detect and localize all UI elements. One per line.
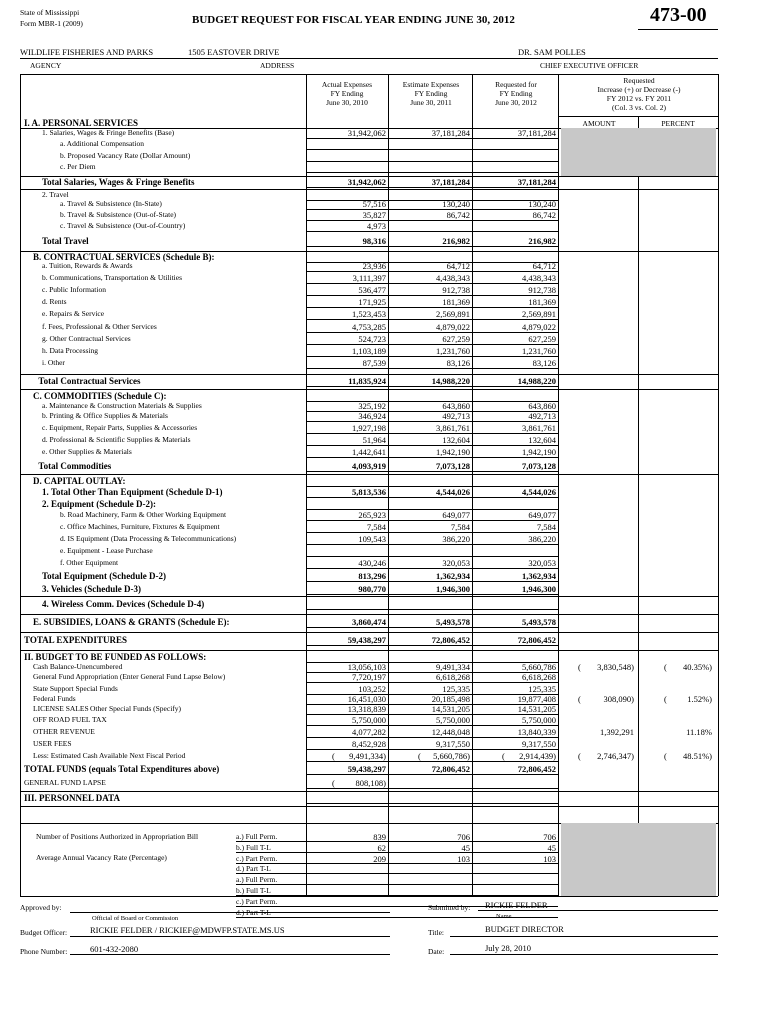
open-paren: ( [418, 751, 421, 761]
cell-a: 109,543 [358, 534, 386, 544]
row-label: g. Other Contractual Services [42, 334, 131, 343]
cell-a: 1,523,453 [352, 309, 386, 319]
cell-e: 492,713 [442, 411, 470, 421]
row-label: Total Equipment (Schedule D-2) [42, 571, 166, 581]
cell-r: 216,982 [528, 236, 556, 246]
row-label: Total Commodities [38, 461, 112, 471]
row-label: d. Rents [42, 297, 67, 306]
cell-a: 808,108) [355, 778, 386, 788]
agency-name: WILDLIFE FISHERIES AND PARKS [20, 47, 154, 57]
budget-officer-label: Budget Officer: [20, 928, 68, 937]
cell-e: 64,712 [446, 261, 470, 271]
row-label: General Fund Appropriation (Enter General Fund Lapse Below) [33, 672, 226, 681]
cell-pct: 1.52%) [687, 694, 712, 704]
personnel-cell-e: 103 [457, 853, 470, 864]
cell-r: 1,231,760 [522, 346, 556, 356]
row-label: C. COMMODITIES (Schedule C): [33, 391, 167, 401]
page-title: BUDGET REQUEST FOR FISCAL YEAR ENDING JUNE 30, 2012 [192, 14, 515, 26]
cell-r: 492,713 [528, 411, 556, 421]
cell-e: 1,946,300 [436, 584, 470, 594]
personnel-cell-e: 706 [457, 832, 470, 842]
row-label: b. Communications, Transportation & Utilities [42, 273, 183, 282]
cell-e: 9,491,334 [436, 662, 470, 672]
shaded-area-personnel [561, 823, 716, 896]
personnel-cell-e: 45 [461, 842, 470, 853]
cell-r: 643,860 [528, 401, 556, 411]
address-label: ADDRESS [260, 61, 295, 70]
cell-e: 20,185,498 [431, 694, 470, 704]
cell-e: 72,806,452 [431, 635, 470, 645]
cell-e: 6,618,268 [436, 672, 470, 682]
cell-a: 4,753,285 [352, 322, 386, 332]
cell-a: 813,296 [358, 571, 386, 581]
official-label: Official of Board or Commission [92, 915, 179, 922]
row-label: c. Per Diem [60, 162, 96, 171]
row-label: Federal Funds [33, 694, 76, 703]
cell-e: 4,544,026 [436, 487, 470, 497]
cell-a: 3,111,397 [352, 273, 386, 283]
cell-a: 7,720,197 [352, 672, 386, 682]
row-label: 4. Wireless Comm. Devices (Schedule D-4) [42, 599, 205, 609]
cell-a: 5,750,000 [352, 715, 386, 725]
row-label: e. Equipment - Lease Purchase [60, 546, 153, 555]
cell-r: 19,877,408 [517, 694, 556, 704]
open-paren: ( [664, 751, 667, 761]
row-label: c. Public Information [42, 285, 106, 294]
shaded-area [561, 128, 716, 176]
title-label: Title: [428, 928, 444, 937]
cell-e: 627,259 [442, 334, 470, 344]
phone-label: Phone Number: [20, 947, 68, 956]
row-label: e. Other Supplies & Materials [42, 447, 132, 456]
row-label: 1. Total Other Than Equipment (Schedule D-1) [42, 487, 223, 497]
cell-a: 4,973 [366, 221, 386, 231]
row-label: GENERAL FUND LAPSE [24, 778, 106, 787]
cell-r: 1,362,934 [522, 571, 556, 581]
cell-a: 9,491,334) [349, 751, 386, 761]
cell-r: 7,584 [536, 522, 556, 532]
col-percent-header: PERCENT [661, 119, 695, 128]
cell-e: 5,493,578 [436, 617, 470, 627]
cell-r: 37,181,284 [517, 128, 556, 138]
cell-a: 13,318,839 [347, 704, 386, 714]
cell-e: 2,569,891 [436, 309, 470, 319]
cell-r: 4,544,026 [522, 487, 556, 497]
row-label: I. A. PERSONAL SERVICES [24, 118, 138, 128]
cell-e: 1,231,760 [436, 346, 470, 356]
ceo-name: DR. SAM POLLES [518, 47, 586, 57]
cell-a: 980,770 [358, 584, 386, 594]
cell-e: 320,053 [442, 558, 470, 568]
cell-a: 265,923 [358, 510, 386, 520]
open-paren: ( [664, 662, 667, 672]
row-label: b. Road Machinery, Farm & Other Working Equipment [60, 510, 227, 519]
cell-a: 31,942,062 [347, 177, 386, 187]
cell-a: 4,077,282 [352, 727, 386, 737]
cell-e: 83,126 [446, 358, 470, 368]
row-label: c. Travel & Subsistence (Out-of-Country) [60, 221, 186, 230]
row-label: 1. Salaries, Wages & Fringe Benefits (Base) [42, 128, 175, 137]
row-label: TOTAL FUNDS (equals Total Expenditures above) [24, 764, 220, 774]
row-label: e. Repairs & Service [42, 309, 105, 318]
row-label: c. Equipment, Repair Parts, Supplies & Accessories [42, 423, 198, 432]
row-label: Cash Balance-Unencumbered [33, 662, 123, 671]
cell-r: 912,738 [528, 285, 556, 295]
row-label: LICENSE SALES [33, 704, 89, 713]
cell-e: 1,942,190 [436, 447, 470, 457]
ceo-label: CHIEF EXECUTIVE OFFICER [540, 61, 639, 70]
row-label: a. Tuition, Rewards & Awards [42, 261, 133, 270]
cell-a: 346,924 [358, 411, 386, 421]
row-label: a. Maintenance & Construction Materials & Supplies [42, 401, 202, 410]
col-estimate-header: Estimate Expenses FY Ending June 30, 2011 [402, 80, 460, 107]
vacancy-label: Average Annual Vacancy Rate (Percentage) [36, 853, 167, 862]
cell-r: 86,742 [532, 210, 556, 220]
row-label: State Support Special Funds [33, 684, 118, 693]
personnel-sub-label: b.) Full T-L [236, 886, 271, 895]
cell-r: 649,077 [528, 510, 556, 520]
cell-a: 3,860,474 [352, 617, 386, 627]
row-label: Total Travel [42, 236, 89, 246]
cell-e: 14,531,205 [431, 704, 470, 714]
cell-r: 5,750,000 [522, 715, 556, 725]
cell-e: 72,806,452 [431, 764, 470, 774]
open-paren: ( [332, 751, 335, 761]
cell-e: 125,335 [442, 684, 470, 694]
cell-amt: 3,830,548) [597, 662, 634, 672]
cell-r: 386,220 [528, 534, 556, 544]
cell-r: 14,531,205 [517, 704, 556, 714]
cell-a: 31,942,062 [347, 128, 386, 138]
cell-e: 5,750,000 [436, 715, 470, 725]
cell-a: 16,451,030 [347, 694, 386, 704]
row-label: Total Salaries, Wages & Fringe Benefits [42, 177, 195, 187]
cell-a: 87,539 [362, 358, 386, 368]
row-label: b. Proposed Vacancy Rate (Dollar Amount) [60, 151, 191, 160]
personnel-sub-label: a.) Full Perm. [236, 832, 278, 841]
cell-a: 7,584 [366, 522, 386, 532]
cell-a: 13,056,103 [347, 662, 386, 672]
personnel-cell-a: 839 [373, 832, 386, 842]
cell-pct: 40.35%) [682, 662, 712, 672]
col-actual-header: Actual Expenses FY Ending June 30, 2010 [321, 80, 373, 107]
cell-r: 4,438,343 [522, 273, 556, 283]
row-label: f. Other Equipment [60, 558, 119, 567]
row-label: 2. Equipment (Schedule D-2): [42, 499, 157, 509]
row-label: b. Travel & Subsistence (Out-of-State) [60, 210, 177, 219]
submitted-by-label: Submitted by: [428, 903, 471, 912]
cell-a: 35,827 [362, 210, 386, 220]
personnel-cell-a: 209 [373, 853, 386, 864]
cell-e: 14,988,220 [431, 376, 470, 386]
row-label: a. Additional Compensation [60, 139, 144, 148]
cell-a: 1,927,198 [352, 423, 386, 433]
row-label: E. SUBSIDIES, LOANS & GRANTS (Schedule E): [33, 617, 230, 627]
cell-e: 130,240 [442, 199, 470, 209]
cell-r: 181,369 [528, 297, 556, 307]
col-amount-header: AMOUNT [582, 119, 616, 128]
cell-amt: 1,392,291 [600, 727, 634, 737]
cell-e: 216,982 [442, 236, 470, 246]
row-label: III. PERSONNEL DATA [24, 793, 120, 803]
personnel-sub-label: a.) Full Perm. [236, 875, 278, 885]
cell-a: 59,438,297 [347, 764, 386, 774]
cell-r: 3,861,761 [522, 423, 556, 433]
cell-e: 1,362,934 [436, 571, 470, 581]
row-label: D. CAPITAL OUTLAY: [33, 476, 126, 486]
cell-e: 37,181,284 [431, 177, 470, 187]
open-paren: ( [578, 694, 581, 704]
form-number: 473-00 [650, 4, 707, 26]
row-label: OFF ROAD FUEL TAX [33, 715, 107, 724]
row-label: d. Professional & Scientific Supplies & Materials [42, 435, 191, 444]
submitted-by-value: RICKIE FELDER [485, 900, 548, 910]
cell-r: 37,181,284 [517, 177, 556, 187]
cell-r: 2,569,891 [522, 309, 556, 319]
cell-e: 3,861,761 [436, 423, 470, 433]
row-label: d. IS Equipment (Data Processing & Telecommunications) [60, 534, 237, 543]
budget-officer-value: RICKIE FELDER / RICKIEF@MDWFP.STATE.MS.US [90, 925, 285, 935]
cell-e: 132,604 [442, 435, 470, 445]
row-label: 2. Travel [42, 190, 69, 199]
personnel-sub-label: c.) Part Perm. [236, 853, 278, 863]
cell-e: 9,317,550 [436, 739, 470, 749]
cell-r: 83,126 [532, 358, 556, 368]
cell-r: 9,317,550 [522, 739, 556, 749]
personnel-cell-a: 62 [377, 842, 386, 853]
cell-a: 8,452,928 [352, 739, 386, 749]
personnel-sub-label: c.) Part Perm. [236, 896, 278, 906]
row-label: 3. Vehicles (Schedule D-3) [42, 584, 141, 594]
personnel-cell-r: 45 [547, 842, 556, 853]
row-label: a. Travel & Subsistence (In-State) [60, 199, 162, 208]
agency-label: AGENCY [30, 61, 62, 70]
cell-e: 12,448,048 [431, 727, 470, 737]
date-label: Date: [428, 947, 445, 956]
col-change-header: Requested Increase (+) or Decrease (-) FY 2012 vs. FY 2011 (Col. 3 vs. Col. 2) [597, 76, 681, 112]
row-label: Less: Estimated Cash Available Next Fiscal Period [33, 751, 186, 760]
cell-r: 1,942,190 [522, 447, 556, 457]
cell-e: 649,077 [442, 510, 470, 520]
phone-value: 601-432-2080 [90, 944, 139, 954]
cell-a: 23,936 [362, 261, 386, 271]
date-value: July 28, 2010 [485, 943, 532, 953]
cell-a: 1,442,641 [352, 447, 386, 457]
cell-a: 59,438,297 [347, 635, 386, 645]
state-label: State of Mississippi [20, 8, 80, 17]
cell-r: 14,988,220 [517, 376, 556, 386]
cell-r: 6,618,268 [522, 672, 556, 682]
cell-e: 181,369 [442, 297, 470, 307]
cell-r: 5,660,786 [522, 662, 556, 672]
form-label: Form MBR-1 (2009) [20, 19, 83, 28]
cell-r: 125,335 [528, 684, 556, 694]
row-label: b. Printing & Office Supplies & Materials [42, 411, 168, 420]
personnel-sub-label: d.) Part T-L [236, 907, 271, 917]
personnel-sub-label: d.) Part T-L [236, 864, 271, 874]
open-paren: ( [578, 662, 581, 672]
row-label: USER FEES [33, 739, 72, 748]
open-paren: ( [664, 694, 667, 704]
cell-r: 13,840,339 [517, 727, 556, 737]
cell-a: 524,723 [358, 334, 386, 344]
cell-a: 430,246 [358, 558, 386, 568]
cell-r: 72,806,452 [517, 635, 556, 645]
title-value: BUDGET DIRECTOR [485, 924, 564, 934]
personnel-sub-label: b.) Full T-L [236, 842, 271, 852]
cell-pct: 48.51%) [682, 751, 712, 761]
cell-e: 4,879,022 [436, 322, 470, 332]
cell-r: 2,914,439) [519, 751, 556, 761]
cell-e: 5,660,786) [433, 751, 470, 761]
cell-a: 536,477 [358, 285, 386, 295]
cell-e: 7,073,128 [436, 461, 470, 471]
row-label: B. CONTRACTUAL SERVICES (Schedule B): [33, 252, 215, 262]
cell-r: 132,604 [528, 435, 556, 445]
cell-r: 4,879,022 [522, 322, 556, 332]
row-label: i. Other [42, 358, 65, 367]
row-label: Total Contractual Services [38, 376, 141, 386]
row-label: TOTAL EXPENDITURES [24, 635, 127, 645]
approved-by-label: Approved by: [20, 903, 62, 912]
positions-label: Number of Positions Authorized in Appropriation Bill [36, 832, 199, 841]
row-label: OTHER REVENUE [33, 727, 95, 736]
row-label: II. BUDGET TO BE FUNDED AS FOLLOWS: [24, 652, 207, 662]
cell-a: 1,103,189 [352, 346, 386, 356]
cell-a: 325,192 [358, 401, 386, 411]
cell-r: 72,806,452 [517, 764, 556, 774]
cell-r: 320,053 [528, 558, 556, 568]
cell-r: 64,712 [532, 261, 556, 271]
cell-a: 51,964 [362, 435, 386, 445]
open-paren: ( [332, 778, 335, 788]
cell-e: 643,860 [442, 401, 470, 411]
cell-a: 11,835,924 [348, 376, 386, 386]
cell-a: 4,093,919 [352, 461, 386, 471]
open-paren: ( [578, 751, 581, 761]
col-requested-header: Requested for FY Ending June 30, 2012 [495, 80, 537, 107]
cell-e: 37,181,284 [431, 128, 470, 138]
cell-e: 912,738 [442, 285, 470, 295]
cell-r: 130,240 [528, 199, 556, 209]
other-special-funds-label: Other Special Funds (Specify) [90, 704, 182, 713]
cell-r: 1,946,300 [522, 584, 556, 594]
cell-a: 5,813,536 [352, 487, 386, 497]
cell-r: 5,493,578 [522, 617, 556, 627]
cell-e: 4,438,343 [436, 273, 470, 283]
cell-pct: 11.18% [686, 727, 712, 737]
personnel-cell-r: 706 [543, 832, 556, 842]
row-label: h. Data Processing [42, 346, 99, 355]
cell-amt: 308,090) [603, 694, 634, 704]
row-label: c. Office Machines, Furniture, Fixtures & Equipment [60, 522, 220, 531]
cell-e: 86,742 [446, 210, 470, 220]
cell-a: 103,252 [358, 684, 386, 694]
cell-r: 627,259 [528, 334, 556, 344]
cell-e: 386,220 [442, 534, 470, 544]
personnel-cell-r: 103 [543, 853, 556, 864]
agency-address: 1505 EASTOVER DRIVE [188, 47, 280, 57]
name-label: Name [496, 913, 512, 920]
cell-a: 98,316 [362, 236, 386, 246]
cell-a: 171,925 [358, 297, 386, 307]
row-label: f. Fees, Professional & Other Services [42, 322, 157, 331]
cell-e: 7,584 [450, 522, 470, 532]
open-paren: ( [502, 751, 505, 761]
cell-a: 57,516 [362, 199, 386, 209]
cell-amt: 2,746,347) [597, 751, 634, 761]
cell-r: 7,073,128 [522, 461, 556, 471]
